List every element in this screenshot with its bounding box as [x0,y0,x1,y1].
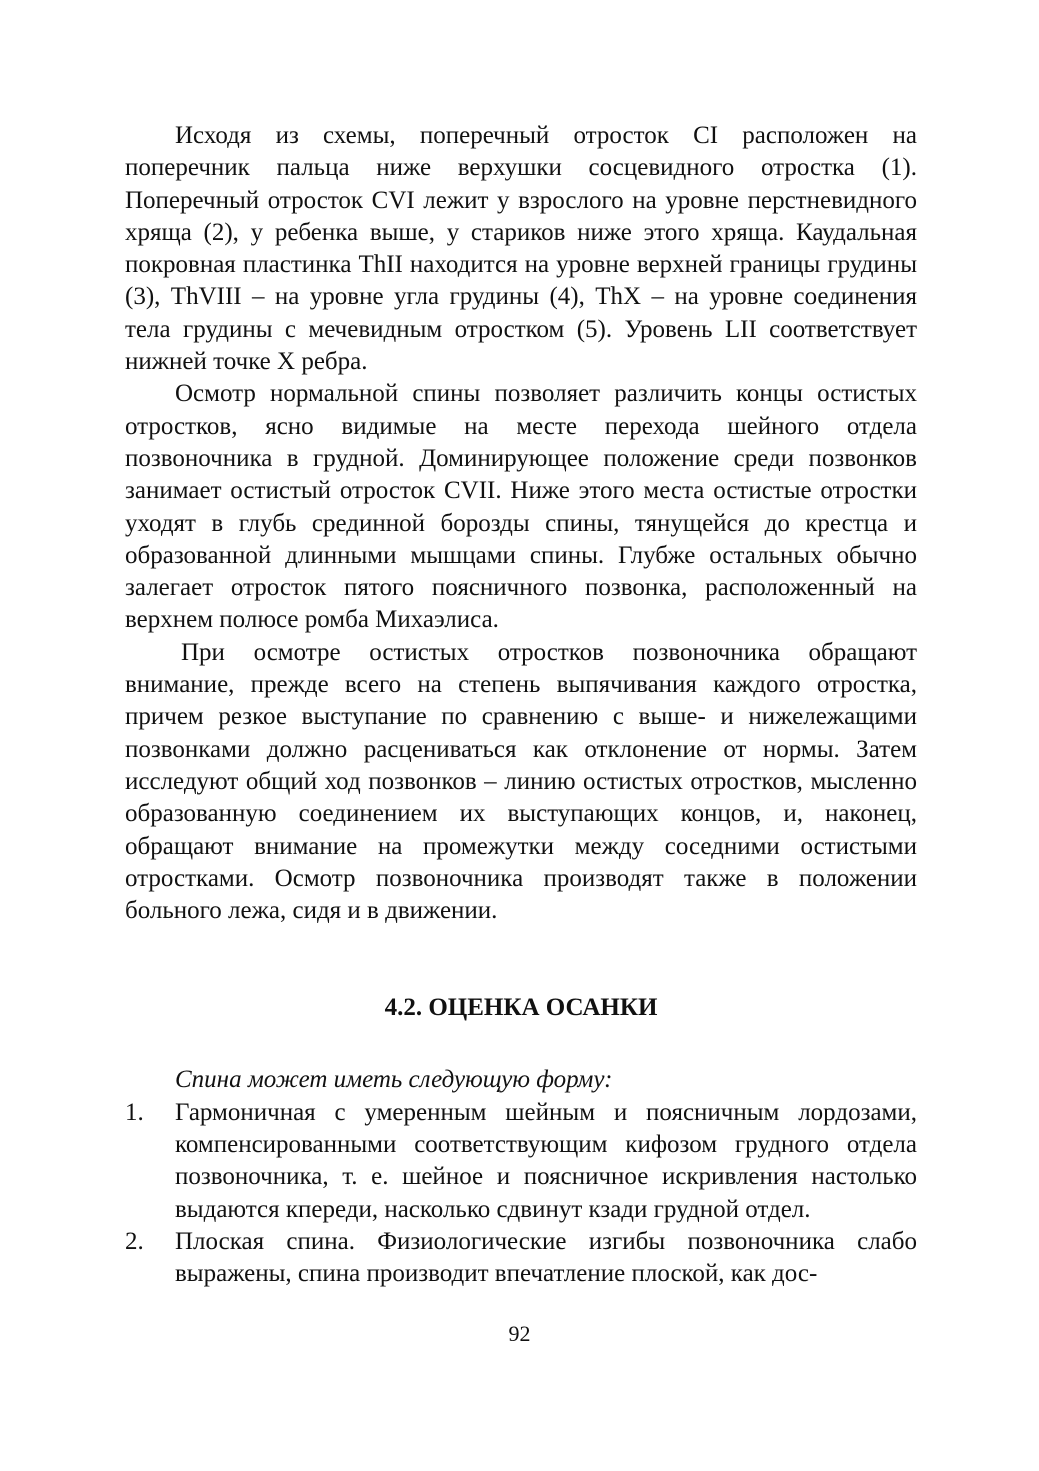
page-number: 92 [508,1321,531,1346]
paragraph-spinal-landmarks: Исходя из схемы, поперечный отросток CI расположен на поперечник пальца ниже верхушки сосцевидного отростка (1). Поперечный отросток CVI лежит у взрослого на уровне перстневидного хряща (2), у ребенка выше, у стариков ниже этого хряща. Каудальная покровная пластинка ThII находится на уровне верхней границы грудины (3), ThVIII – на уровне угла грудины (4), ThX – на уровне соединения тела грудины с мечевидным отростком (5). Уровень LII соответствует нижней точке X ребра. [125,122,917,376]
section-heading: 4.2. ОЦЕНКА ОСАНКИ [384,994,658,1022]
list-item-number: 1. [125,1098,144,1126]
list-item [125,1097,917,1226]
paragraph-normal-back-exam: Осмотр нормальной спины позволяет различить концы остистых отростков, ясно видимые на месте перехода шейного отдела позвоночника в грудной. Доминирующее положение среди позвонков занимает остистый отросток CVII. Ниже этого места остистые отростки уходят в глубь срединной борозды спины, тянущейся до крестца и образованной длинными мышцами спины. Глубже остальных обычно залегает отросток пятого поясничного позвонка, расположенный на верхнем полюсе ромба Михаэлиса. [125,380,917,634]
back-forms-list [125,1097,917,1291]
list-item-text: Плоская спина. Физиологические изгибы позвоночника слабо выражены, спина производит впечатление плоской, как дос- [175,1227,917,1288]
list-item-text: Гармоничная с умеренным шейным и поясничным лордозами, компенсированными соответствующим кифозом грудного отдела позвоночника, т. е. шейное и поясничное искривления настолько выдаются кпереди, насколько сдвинут кзади грудной отдел. [175,1098,917,1223]
list-item-number: 2. [125,1227,144,1255]
list-intro: Спина может иметь следующую форму: [175,1066,613,1094]
paragraph-spinous-process-exam: При осмотре остистых отростков позвоночника обращают внимание, прежде всего на степень выпячивания каждого отростка, причем резкое выступание по сравнению с выше- и нижележащими позвонками должно расцениваться как отклонение от нормы. Затем исследуют общий ход позвонков – линию остистых отростков, мысленно образованную соединением их выступающих концов, и, наконец, обращают внимание на промежутки между соседними остистыми отростками. Осмотр позвоночника производят также в положении больного лежа, сидя и в движении. [125,638,917,925]
page-content [125,120,917,1291]
list-item [125,1226,917,1291]
